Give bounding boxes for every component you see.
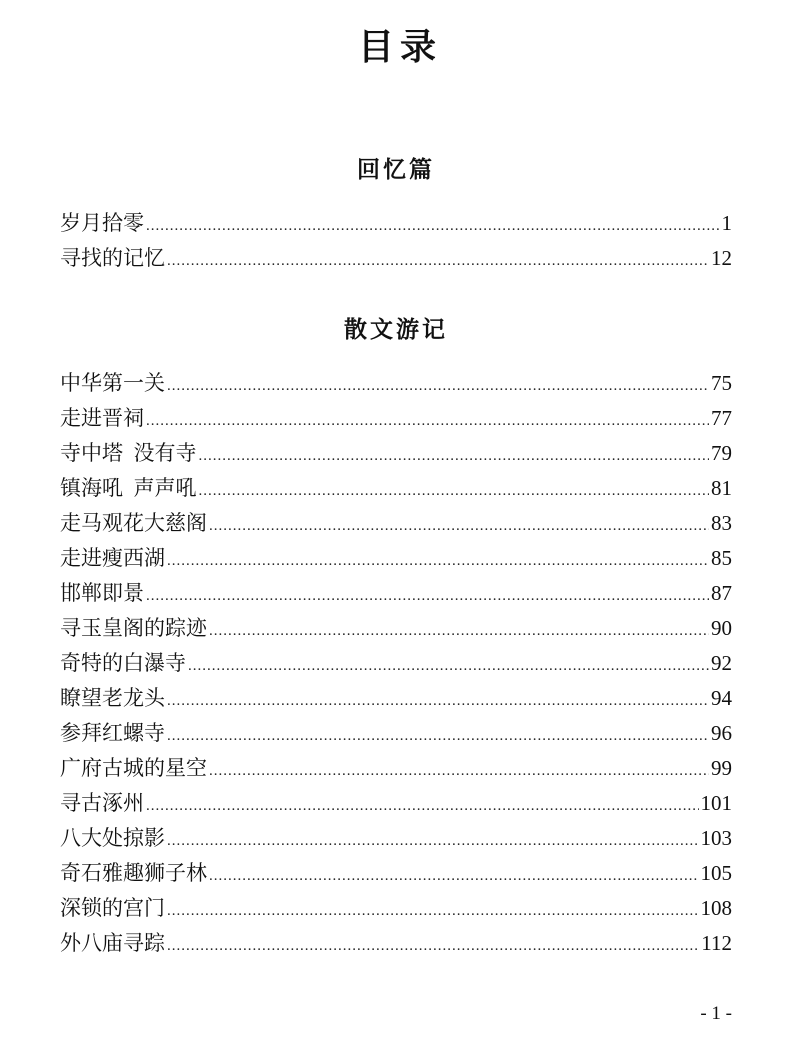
toc-entry-title: 邯郸即景 [60,581,144,605]
toc-entry[interactable] [60,856,732,891]
toc-entry-page: 90 [711,616,732,640]
toc-list [60,366,732,961]
toc-entry[interactable] [60,241,732,276]
dot-leader [199,439,710,474]
toc-entry-page: 83 [711,511,732,535]
dot-leader [209,754,709,789]
dot-leader [209,859,699,894]
dot-leader [146,579,709,614]
dot-leader [209,614,709,649]
dot-leader [167,929,699,964]
toc-entry[interactable] [60,786,732,821]
toc-entry-title: 岁月拾零 [60,211,144,235]
toc-entry-title: 中华第一关 [60,371,165,395]
toc-entry[interactable] [60,821,732,856]
toc-entry-page: 101 [700,791,732,815]
dot-leader [146,209,720,244]
toc-entry-page: 81 [711,476,732,500]
toc-entry[interactable] [60,366,732,401]
toc-entry-title: 八大处掠影 [60,826,165,850]
dot-leader [167,684,709,719]
toc-entry[interactable] [60,611,732,646]
toc-entry[interactable] [60,206,732,241]
toc-entry-page: 77 [711,406,732,430]
dot-leader [167,894,699,929]
toc-entry[interactable] [60,436,732,471]
toc-entry-page: 108 [700,896,732,920]
toc-entry-page: 94 [711,686,732,710]
section-heading: 散文游记 [344,317,448,342]
toc-entry-title: 瞭望老龙头 [60,686,165,710]
dot-leader [146,789,699,824]
toc-entry-title: 奇特的白瀑寺 [60,651,186,675]
dot-leader [146,404,709,439]
toc-entry-title: 寻古涿州 [60,791,144,815]
toc-entry-page: 96 [711,721,732,745]
toc-entry[interactable] [60,751,732,786]
dot-leader [167,544,709,579]
dot-leader [167,369,709,404]
page-number: - 1 - [700,1003,732,1024]
toc-entry[interactable] [60,506,732,541]
toc-entry-page: 12 [711,246,732,270]
dot-leader [199,474,710,509]
toc-entry-title: 奇石雅趣狮子林 [60,861,207,885]
toc-entry-page: 1 [721,211,732,235]
dot-leader [167,244,709,279]
dot-leader [209,509,709,544]
toc-entry-title: 寻玉皇阁的踪迹 [60,616,207,640]
toc-entry[interactable] [60,646,732,681]
toc-entry-title: 外八庙寻踪 [60,931,165,955]
toc-entry-page: 112 [701,931,732,955]
toc-entry-page: 85 [711,546,732,570]
toc-entry-page: 79 [711,441,732,465]
toc-entry-title: 走进瘦西湖 [60,546,165,570]
toc-entry[interactable] [60,576,732,611]
toc-entry-title: 深锁的宫门 [60,896,165,920]
toc-entry-title: 寺中塔 没有寺 [60,441,197,465]
toc-entry[interactable] [60,926,732,961]
toc-entry-title: 广府古城的星空 [60,756,207,780]
toc-section-travel-essays [60,312,732,961]
toc-entry-title: 走马观花大慈阁 [60,511,207,535]
toc-entry-title: 寻找的记忆 [60,246,165,270]
toc-entry-page: 92 [711,651,732,675]
toc-entry[interactable] [60,891,732,926]
dot-leader [167,824,699,859]
toc-entry[interactable] [60,681,732,716]
dot-leader [167,719,709,754]
toc-entry-title: 参拜红螺寺 [60,721,165,745]
toc-entry[interactable] [60,471,732,506]
toc-entry-page: 103 [700,826,732,850]
toc-entry[interactable] [60,401,732,436]
toc-entry-page: 75 [711,371,732,395]
toc-entry[interactable] [60,716,732,751]
toc-entry-title: 走进晋祠 [60,406,144,430]
toc-entry-page: 87 [711,581,732,605]
toc-section-memories [60,152,732,276]
page-title: 目录 [357,27,442,67]
toc-list [60,206,732,276]
section-heading: 回忆篇 [357,157,435,182]
toc-entry-title: 镇海吼 声声吼 [60,476,197,500]
toc-entry-page: 105 [700,861,732,885]
toc-entry[interactable] [60,541,732,576]
dot-leader [188,649,709,684]
toc-entry-page: 99 [711,756,732,780]
